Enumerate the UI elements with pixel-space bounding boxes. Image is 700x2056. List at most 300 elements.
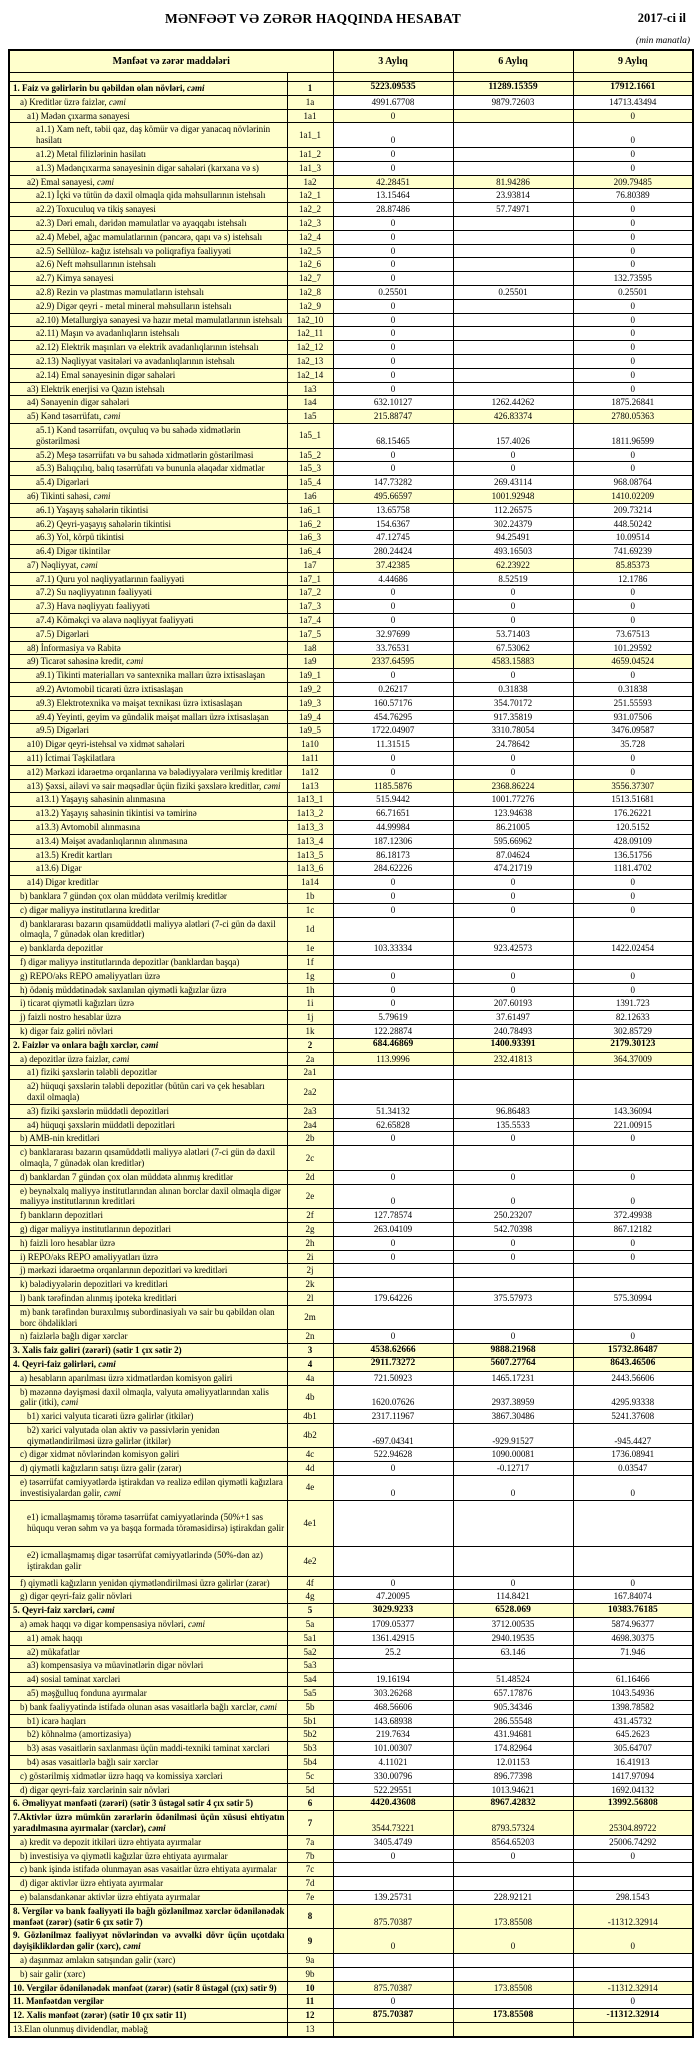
row-value-6m: 1400.93391 <box>453 1038 573 1052</box>
row-value-3m: 113.9996 <box>333 1052 453 1066</box>
table-row <box>9 1953 693 1967</box>
row-value-3m: 0.25501 <box>333 285 453 299</box>
row-value-3m: 0 <box>333 161 453 175</box>
row-value-3m: 187.12306 <box>333 834 453 848</box>
row-value-6m: 923.42573 <box>453 942 573 956</box>
table-row <box>9 189 693 203</box>
row-value-9m: -11312.32914 <box>573 2009 693 2023</box>
row-code: 1a7_2 <box>287 586 333 600</box>
row-value-3m: 5223.09535 <box>333 82 453 96</box>
row-value-6m: 0 <box>453 600 573 614</box>
row-value-9m: 251.55593 <box>573 696 693 710</box>
row-value-3m: 86.18173 <box>333 848 453 862</box>
row-value-3m: 0 <box>333 1236 453 1250</box>
row-value-6m <box>453 341 573 355</box>
row-value-9m: 1811.96599 <box>573 423 693 448</box>
row-value-6m <box>453 354 573 368</box>
row-code: 1a <box>287 95 333 109</box>
row-code: 1a5_4 <box>287 476 333 490</box>
row-label: a11) İctimai Təşkilatlara <box>9 752 287 766</box>
row-value-6m: 0 <box>453 983 573 997</box>
row-value-6m: 1465.17231 <box>453 1371 573 1385</box>
row-label: a4) sosial təminat xərcləri <box>9 1673 287 1687</box>
row-code: 5a5 <box>287 1687 333 1701</box>
row-value-3m: 0 <box>333 1462 453 1476</box>
row-code: 1a2 <box>287 175 333 189</box>
row-value-3m: 66.71651 <box>333 807 453 821</box>
table-row <box>9 1797 693 1811</box>
row-label: 1. Faiz və gəlirlərin bu qəbildən olan növləri, cəmi <box>9 82 287 96</box>
row-label: e) balansdankənar aktivlər üzrə ehtiyata ayırmalar <box>9 1891 287 1905</box>
row-label: b2) köhnəlmə (amortizasiya) <box>9 1728 287 1742</box>
row-label: a2.2) Toxuculuq və tikiş sənayesi <box>9 203 287 217</box>
row-value-9m: 0 <box>573 1849 693 1863</box>
row-value-3m: 0 <box>333 1849 453 1863</box>
row-label: d) digər qeyri-faiz xərclərinin sair növləri <box>9 1783 287 1797</box>
row-label-emphasis: cəmi <box>148 1823 166 1834</box>
row-value-9m: 13992.56808 <box>573 1797 693 1811</box>
row-label-emphasis: cəmi <box>80 559 98 570</box>
table-row <box>9 1385 693 1410</box>
row-value-6m: 6528.069 <box>453 1604 573 1618</box>
unit-note: (min manatla) <box>635 36 690 46</box>
row-value-6m: 8967.42832 <box>453 1797 573 1811</box>
row-label-emphasis: cəmi <box>96 176 114 187</box>
table-row <box>9 517 693 531</box>
row-code: 4f <box>287 1576 333 1590</box>
row-value-6m: 493.16503 <box>453 545 573 559</box>
table-row <box>9 230 693 244</box>
row-value-6m: 917.35819 <box>453 710 573 724</box>
table-row <box>9 1590 693 1604</box>
row-value-9m: 10.09514 <box>573 531 693 545</box>
row-value-3m: 0 <box>333 230 453 244</box>
row-label: a6.2) Qeyri-yaşayış sahələrin tikintisi <box>9 517 287 531</box>
row-value-6m: 1001.92948 <box>453 489 573 503</box>
row-value-3m <box>333 1953 453 1967</box>
row-code: 1a7_1 <box>287 572 333 586</box>
row-code: 9b <box>287 1967 333 1981</box>
row-value-6m: 375.57973 <box>453 1291 573 1305</box>
row-value-3m: 13.15464 <box>333 189 453 203</box>
row-value-6m: 57.74971 <box>453 203 573 217</box>
row-value-3m: 2911.73272 <box>333 1357 453 1371</box>
row-code: 1a2_14 <box>287 368 333 382</box>
row-code: 4 <box>287 1357 333 1371</box>
row-value-9m: 3476.09587 <box>573 724 693 738</box>
row-value-6m: 5607.27764 <box>453 1357 573 1371</box>
table-row <box>9 1687 693 1701</box>
table-row <box>9 1904 693 1929</box>
row-value-3m: 4538.62666 <box>333 1344 453 1358</box>
row-code: 5a3 <box>287 1659 333 1673</box>
row-value-9m: 0 <box>573 890 693 904</box>
row-value-9m <box>573 1500 693 1546</box>
row-value-9m: 0 <box>573 903 693 917</box>
row-value-3m: 0 <box>333 382 453 396</box>
row-value-3m: 68.15465 <box>333 423 453 448</box>
row-value-6m <box>453 123 573 148</box>
row-value-6m: 0 <box>453 1929 573 1954</box>
row-label: 2. Faizlər və onlara bağlı xərclər, cəmi <box>9 1038 287 1052</box>
row-label: l) bank tərəfindən alınmış ipoteka kreditləri <box>9 1291 287 1305</box>
row-value-3m: 3405.4749 <box>333 1835 453 1849</box>
row-value-6m: 86.21005 <box>453 821 573 835</box>
row-code: 1a5_3 <box>287 462 333 476</box>
row-label: 7.Aktivlər üzrə mümkün zərərlərin ödənilməsi üçün xüsusi ehtiyatın yaradılmasına ayırmalar (xərclər), cəmi <box>9 1811 287 1836</box>
row-value-3m <box>333 1305 453 1330</box>
row-value-9m <box>573 1264 693 1278</box>
row-value-3m <box>333 1877 453 1891</box>
row-label: b) banklara 7 gündən çox olan müddətə verilmiş kreditlər <box>9 890 287 904</box>
table-row <box>9 95 693 109</box>
row-code: 2i <box>287 1250 333 1264</box>
row-label: a2.8) Rezin və plastmas məmulatların istehsalı <box>9 285 287 299</box>
row-value-6m: 0 <box>453 1236 573 1250</box>
row-value-3m: 0 <box>333 313 453 327</box>
row-value-9m: 0 <box>573 109 693 123</box>
row-value-3m: 0 <box>333 462 453 476</box>
row-value-6m: 0 <box>453 586 573 600</box>
row-value-6m: 173.85508 <box>453 1981 573 1995</box>
row-value-9m: 741.69239 <box>573 545 693 559</box>
row-label: n) faizlərlə bağlı digər xərclər <box>9 1330 287 1344</box>
row-value-3m: 3029.9233 <box>333 1604 453 1618</box>
table-row <box>9 272 693 286</box>
row-value-6m: 8.52519 <box>453 572 573 586</box>
row-code: 1a7_5 <box>287 627 333 641</box>
row-code: 6 <box>287 1797 333 1811</box>
row-value-9m: 120.5152 <box>573 821 693 835</box>
row-code: 1a1_1 <box>287 123 333 148</box>
row-label: a5.1) Kənd təsərrüfatı, ovçuluq və bu sahədə xidmətlərin göstərilməsi <box>9 423 287 448</box>
row-value-3m: 122.28874 <box>333 1024 453 1038</box>
row-value-6m: 135.5533 <box>453 1118 573 1132</box>
row-value-9m: 5241.37608 <box>573 1410 693 1424</box>
row-code: 11 <box>287 1995 333 2009</box>
row-value-9m: 0 <box>573 313 693 327</box>
row-value-6m: 9879.72603 <box>453 95 573 109</box>
row-value-6m <box>453 1080 573 1105</box>
row-value-6m <box>453 258 573 272</box>
row-value-9m: 16.41913 <box>573 1756 693 1770</box>
row-value-9m: 0 <box>573 969 693 983</box>
row-label-emphasis: cəmi <box>108 96 126 107</box>
row-label: a8) İnformasiya və Rabitə <box>9 641 287 655</box>
row-label: e) beynəlxalq maliyyə institutlarından alınan borclar daxil olmaqla digər maliyyə institutlarının kreditləri <box>9 1184 287 1209</box>
row-value-3m: 3544.73221 <box>333 1811 453 1836</box>
row-value-3m: 0 <box>333 368 453 382</box>
row-value-3m: 1361.42915 <box>333 1631 453 1645</box>
row-value-9m <box>573 917 693 942</box>
table-row <box>9 1066 693 1080</box>
row-label: a2.5) Sellüloz- kağız istehsalı və poliqrafiya fəaliyyəti <box>9 244 287 258</box>
row-label: a13.3) Avtomobil alınmasına <box>9 821 287 835</box>
row-code: 1a12 <box>287 765 333 779</box>
row-value-9m: 136.51756 <box>573 848 693 862</box>
row-value-3m: 0 <box>333 327 453 341</box>
row-code: 2g <box>287 1222 333 1236</box>
row-label: a6) Tikinti sahəsi, cəmi <box>9 489 287 503</box>
row-value-9m: 1422.02454 <box>573 942 693 956</box>
row-value-6m <box>453 1877 573 1891</box>
row-value-9m: 0 <box>573 752 693 766</box>
row-code: 5c <box>287 1769 333 1783</box>
row-label: a9.4) Yeyinti, geyim və gündəlik məişət malları üzrə ixtisaslaşan <box>9 710 287 724</box>
row-value-6m: 1090.00081 <box>453 1448 573 1462</box>
table-header-row <box>9 50 693 73</box>
row-value-3m: 0 <box>333 969 453 983</box>
row-label: a13.4) Məişət avadanlıqlarının alınmasına <box>9 834 287 848</box>
row-value-9m: 302.85729 <box>573 1024 693 1038</box>
row-code: 2j <box>287 1264 333 1278</box>
row-value-3m <box>333 1546 453 1576</box>
row-value-6m: 1013.94621 <box>453 1783 573 1797</box>
row-label: a13.2) Yaşayış sahəsinin tikintisi və təmirinə <box>9 807 287 821</box>
row-value-9m: 101.29592 <box>573 641 693 655</box>
row-value-3m <box>333 1278 453 1292</box>
table-row <box>9 917 693 942</box>
row-value-3m: 303.26268 <box>333 1687 453 1701</box>
row-value-9m: 0.25501 <box>573 285 693 299</box>
row-code: 1a2_7 <box>287 272 333 286</box>
row-value-6m: 2940.19535 <box>453 1631 573 1645</box>
table-row <box>9 2022 693 2036</box>
row-label: a2.4) Mebel, ağac məmulatlarının (pəncərə, qapı və s) istehsalı <box>9 230 287 244</box>
row-value-6m: 0 <box>453 752 573 766</box>
row-value-6m: 8793.57324 <box>453 1811 573 1836</box>
table-row <box>9 2009 693 2023</box>
row-label: g) REPO/əks REPO əməliyyatları üzrə <box>9 969 287 983</box>
row-value-9m <box>573 956 693 970</box>
row-code: 4e2 <box>287 1546 333 1576</box>
row-value-6m <box>453 299 573 313</box>
table-row <box>9 614 693 628</box>
row-value-9m: 82.12633 <box>573 1011 693 1025</box>
row-value-6m: 123.94638 <box>453 807 573 821</box>
row-label: c) göstərilmiş xidmətlər üzrə haqq və komissiya xərcləri <box>9 1769 287 1783</box>
row-label-emphasis: cəmi <box>260 1701 278 1712</box>
table-row <box>9 1673 693 1687</box>
row-value-3m: 0 <box>333 1576 453 1590</box>
row-value-9m: 167.84074 <box>573 1590 693 1604</box>
table-row <box>9 558 693 572</box>
row-value-3m: 37.42385 <box>333 558 453 572</box>
row-value-9m <box>573 1953 693 1967</box>
table-row <box>9 1344 693 1358</box>
row-label: a1) Mədən çıxarma sənayesi <box>9 109 287 123</box>
row-code: 1a9_4 <box>287 710 333 724</box>
table-row <box>9 1769 693 1783</box>
row-value-6m <box>453 313 573 327</box>
row-value-3m: 0 <box>333 123 453 148</box>
row-value-6m <box>453 1546 573 1576</box>
row-value-6m: 0 <box>453 1476 573 1501</box>
row-value-6m: 0 <box>453 1184 573 1209</box>
row-value-3m: 0 <box>333 448 453 462</box>
row-value-6m: -929.91527 <box>453 1423 573 1448</box>
table-row <box>9 1714 693 1728</box>
table-row <box>9 956 693 970</box>
row-code: 2a1 <box>287 1066 333 1080</box>
row-value-6m: 431.94681 <box>453 1728 573 1742</box>
row-value-9m: 0 <box>573 1476 693 1501</box>
row-code: 4b <box>287 1385 333 1410</box>
row-code: 1a6 <box>287 489 333 503</box>
row-value-6m: 354.70172 <box>453 696 573 710</box>
row-value-6m: 67.53062 <box>453 641 573 655</box>
table-row <box>9 876 693 890</box>
row-value-9m: 305.64707 <box>573 1742 693 1756</box>
row-value-3m: 0 <box>333 341 453 355</box>
row-label: b1) icarə haqları <box>9 1714 287 1728</box>
table-row <box>9 1184 693 1209</box>
row-value-9m: 1410.02209 <box>573 489 693 503</box>
row-label: h) ödəniş müddətinədək saxlanılan qiymətli kağızlar üzrə <box>9 983 287 997</box>
row-value-3m: 875.70387 <box>333 1904 453 1929</box>
row-value-3m: 154.6367 <box>333 517 453 531</box>
table-row <box>9 1410 693 1424</box>
items-column-header: Mənfəət və zərər maddələri <box>9 50 333 73</box>
table-row <box>9 1981 693 1995</box>
row-label: d) qiymətli kağızların satışı üzrə gəlir (zərər) <box>9 1462 287 1476</box>
spacer-row <box>9 73 693 82</box>
row-value-6m <box>453 1659 573 1673</box>
table-row <box>9 1052 693 1066</box>
table-row <box>9 1967 693 1981</box>
table-row <box>9 586 693 600</box>
row-code: 4c <box>287 1448 333 1462</box>
row-label: c) digər xidmət növlərindən komisyon gəliri <box>9 1448 287 1462</box>
row-code: 1a1_2 <box>287 147 333 161</box>
row-value-6m: 2368.86224 <box>453 779 573 793</box>
row-label: a2.3) Dəri emalı, dəridən məmulatlar və ayaqqabı istehsalı <box>9 216 287 230</box>
row-value-3m: 143.68938 <box>333 1714 453 1728</box>
row-value-9m: 4698.30375 <box>573 1631 693 1645</box>
row-label: g) digər maliyyə institutlarının depozitləri <box>9 1222 287 1236</box>
row-value-9m: 0 <box>573 462 693 476</box>
row-value-9m: 176.26221 <box>573 807 693 821</box>
row-value-9m <box>573 1863 693 1877</box>
row-value-9m: 372.49938 <box>573 1209 693 1223</box>
row-value-6m: 96.86483 <box>453 1104 573 1118</box>
table-row <box>9 1891 693 1905</box>
table-row <box>9 1604 693 1618</box>
row-value-9m: 0 <box>573 161 693 175</box>
row-code: 2a2 <box>287 1080 333 1105</box>
row-code: 2l <box>287 1291 333 1305</box>
row-value-9m: 4659.04524 <box>573 655 693 669</box>
table-row <box>9 382 693 396</box>
row-value-6m <box>453 917 573 942</box>
row-code: 1a11 <box>287 752 333 766</box>
row-code: 5b3 <box>287 1742 333 1756</box>
row-value-6m: 114.8421 <box>453 1590 573 1604</box>
row-value-3m: 284.62226 <box>333 862 453 876</box>
row-label: a6.1) Yaşayış sahələrin tikintisi <box>9 503 287 517</box>
row-value-3m: 522.29551 <box>333 1783 453 1797</box>
row-value-6m: 0 <box>453 614 573 628</box>
row-label: e) banklarda depozitlər <box>9 942 287 956</box>
table-row <box>9 1728 693 1742</box>
row-value-3m: 101.00307 <box>333 1742 453 1756</box>
row-value-9m <box>573 1659 693 1673</box>
row-label: a2.10) Metallurgiya sənayesi və hazır metal məmulatlarının istehsalı <box>9 313 287 327</box>
row-code: 1a9 <box>287 655 333 669</box>
row-value-9m: -945.4427 <box>573 1423 693 1448</box>
row-value-6m <box>453 1305 573 1330</box>
row-value-9m: 1417.97094 <box>573 1769 693 1783</box>
table-row <box>9 890 693 904</box>
row-code: 1a10 <box>287 738 333 752</box>
row-value-3m <box>333 917 453 942</box>
row-value-3m: 0 <box>333 1170 453 1184</box>
row-label: b) məzənnə dəyişməsi daxil olmaqla, valyuta əməliyyatlarından xalis gəlir (itki), cəmi <box>9 1385 287 1410</box>
table-row <box>9 1863 693 1877</box>
report-year: 2017-ci il <box>637 11 686 25</box>
row-label: k) digər faiz gəliri növləri <box>9 1024 287 1038</box>
row-code: 1a14 <box>287 876 333 890</box>
row-value-3m: 32.97699 <box>333 627 453 641</box>
row-value-9m: 645.2623 <box>573 1728 693 1742</box>
table-row <box>9 1104 693 1118</box>
row-value-6m <box>453 2022 573 2036</box>
row-code: 4g <box>287 1590 333 1604</box>
row-code: 4d <box>287 1462 333 1476</box>
row-value-3m: 25.2 <box>333 1645 453 1659</box>
row-label: a6.4) Digər tikintilər <box>9 545 287 559</box>
row-label-emphasis: cəmi <box>140 1039 159 1050</box>
row-label-emphasis: cəmi <box>126 656 144 667</box>
row-label: b) bank fəaliyyətində istifadə olunan əsas vəsaitlərlə bağlı xərclər, cəmi <box>9 1700 287 1714</box>
row-value-9m: 143.36094 <box>573 1104 693 1118</box>
row-code: 5a2 <box>287 1645 333 1659</box>
row-value-3m: 0 <box>333 1330 453 1344</box>
row-label: a1.3) Mədənçıxarma sənayesinin digər sahələri (karxana və s) <box>9 161 287 175</box>
row-value-9m: 0 <box>573 216 693 230</box>
row-label: b4) əsas vəsaitlərlə bağlı sair xərclər <box>9 1756 287 1770</box>
row-value-6m: 0 <box>453 890 573 904</box>
row-label: a10) Digər qeyri-istehsal və xidmət sahələri <box>9 738 287 752</box>
table-row <box>9 669 693 683</box>
table-row <box>9 1995 693 2009</box>
table-row <box>9 793 693 807</box>
row-code: 1a3 <box>287 382 333 396</box>
row-value-6m <box>453 1500 573 1546</box>
table-row <box>9 396 693 410</box>
table-row <box>9 862 693 876</box>
row-label: i) REPO/əks REPO əməliyyatları üzrə <box>9 1250 287 1264</box>
table-row <box>9 1700 693 1714</box>
row-code: 1a2_11 <box>287 327 333 341</box>
row-code: 4e1 <box>287 1500 333 1546</box>
table-row <box>9 161 693 175</box>
table-row <box>9 327 693 341</box>
table-row <box>9 1476 693 1501</box>
row-code: 4a <box>287 1371 333 1385</box>
row-value-6m: 11289.15359 <box>453 82 573 96</box>
row-code: 1a5_2 <box>287 448 333 462</box>
table-row <box>9 216 693 230</box>
table-row <box>9 1264 693 1278</box>
row-label: 8. Vergilər və bank fəaliyyəti ilə bağlı gözlənilməz xərclər ödənilənədək mənfəət (zərər) (sətir 6 çıx sətir 7) <box>9 1904 287 1929</box>
row-value-3m: 28.87486 <box>333 203 453 217</box>
row-value-6m: 302.24379 <box>453 517 573 531</box>
row-value-9m: 85.85373 <box>573 558 693 572</box>
row-code: 7e <box>287 1891 333 1905</box>
row-value-3m <box>333 956 453 970</box>
row-value-3m: 330.00796 <box>333 1769 453 1783</box>
